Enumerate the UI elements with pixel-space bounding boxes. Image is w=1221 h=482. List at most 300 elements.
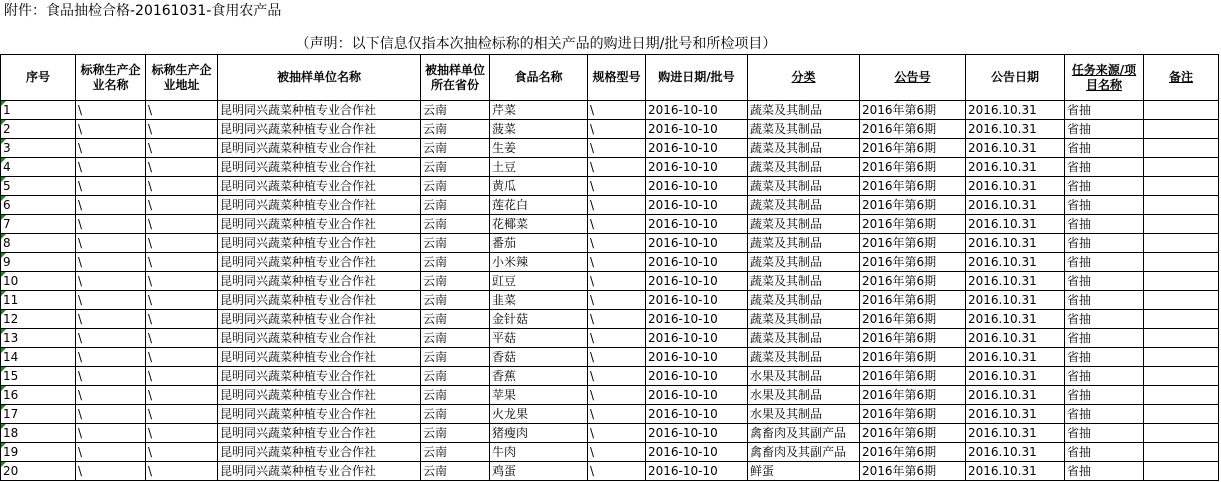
cell-date: 2016-10-10: [646, 253, 748, 272]
cell-sampled-unit: 昆明同兴蔬菜种植专业合作社: [218, 139, 421, 158]
cell-notice: 2016年第6期: [860, 158, 966, 177]
cell-spec: \: [588, 348, 646, 367]
cell-notice-date: 2016.10.31: [966, 367, 1065, 386]
cell-date: 2016-10-10: [646, 405, 748, 424]
cell-food: 香菇: [490, 348, 588, 367]
cell-seq: 11: [1, 291, 76, 310]
cell-sampled-unit: 昆明同兴蔬菜种植专业合作社: [218, 424, 421, 443]
table-row: [1, 196, 1219, 215]
cell-source: 省抽: [1065, 386, 1144, 405]
cell-province: 云南: [421, 158, 490, 177]
col-header-sampled-unit: 被抽样单位名称: [218, 55, 421, 101]
cell-province: 云南: [421, 234, 490, 253]
cell-source: 省抽: [1065, 196, 1144, 215]
cell-notice-date: 2016.10.31: [966, 101, 1065, 120]
cell-date: 2016-10-10: [646, 424, 748, 443]
col-header-date: 购进日期/批号: [646, 55, 748, 101]
cell-seq: 2: [1, 120, 76, 139]
cell-source: 省抽: [1065, 177, 1144, 196]
cell-spec: \: [588, 310, 646, 329]
cell-category: 鲜蛋: [748, 462, 860, 481]
cell-province: 云南: [421, 101, 490, 120]
cell-food: 小米辣: [490, 253, 588, 272]
cell-food: 香蕉: [490, 367, 588, 386]
cell-source: 省抽: [1065, 424, 1144, 443]
table-row: [1, 462, 1219, 481]
cell-spec: \: [588, 158, 646, 177]
cell-date: 2016-10-10: [646, 120, 748, 139]
cell-mfr-name: \: [76, 367, 146, 386]
table-row: [1, 424, 1219, 443]
table-row: [1, 386, 1219, 405]
cell-notice: 2016年第6期: [860, 443, 966, 462]
cell-spec: \: [588, 443, 646, 462]
cell-remark: [1144, 405, 1219, 424]
cell-food: 金针菇: [490, 310, 588, 329]
cell-notice-date: 2016.10.31: [966, 253, 1065, 272]
cell-mfr-addr: \: [146, 443, 218, 462]
cell-seq: 3: [1, 139, 76, 158]
table-row: [1, 215, 1219, 234]
cell-source: 省抽: [1065, 253, 1144, 272]
table-row: [1, 367, 1219, 386]
cell-spec: \: [588, 101, 646, 120]
cell-mfr-addr: \: [146, 253, 218, 272]
cell-mfr-addr: \: [146, 120, 218, 139]
cell-category: 蔬菜及其制品: [748, 348, 860, 367]
cell-seq: 14: [1, 348, 76, 367]
cell-date: 2016-10-10: [646, 329, 748, 348]
cell-remark: [1144, 443, 1219, 462]
cell-category: 蔬菜及其制品: [748, 291, 860, 310]
cell-remark: [1144, 253, 1219, 272]
cell-mfr-addr: \: [146, 158, 218, 177]
cell-category: 蔬菜及其制品: [748, 177, 860, 196]
cell-notice: 2016年第6期: [860, 139, 966, 158]
cell-remark: [1144, 196, 1219, 215]
cell-date: 2016-10-10: [646, 101, 748, 120]
cell-seq: 4: [1, 158, 76, 177]
cell-remark: [1144, 101, 1219, 120]
cell-date: 2016-10-10: [646, 310, 748, 329]
cell-seq: 8: [1, 234, 76, 253]
table-body: [1, 101, 1219, 481]
cell-notice: 2016年第6期: [860, 272, 966, 291]
cell-sampled-unit: 昆明同兴蔬菜种植专业合作社: [218, 329, 421, 348]
cell-notice: 2016年第6期: [860, 215, 966, 234]
cell-sampled-unit: 昆明同兴蔬菜种植专业合作社: [218, 120, 421, 139]
cell-mfr-addr: \: [146, 424, 218, 443]
cell-sampled-unit: 昆明同兴蔬菜种植专业合作社: [218, 158, 421, 177]
cell-notice-date: 2016.10.31: [966, 310, 1065, 329]
cell-spec: \: [588, 386, 646, 405]
cell-notice: 2016年第6期: [860, 120, 966, 139]
cell-category: 蔬菜及其制品: [748, 215, 860, 234]
cell-food: 黄瓜: [490, 177, 588, 196]
cell-food: 牛肉: [490, 443, 588, 462]
cell-seq: 16: [1, 386, 76, 405]
cell-province: 云南: [421, 329, 490, 348]
cell-mfr-addr: \: [146, 462, 218, 481]
cell-spec: \: [588, 120, 646, 139]
cell-remark: [1144, 120, 1219, 139]
cell-mfr-name: \: [76, 196, 146, 215]
cell-mfr-name: \: [76, 158, 146, 177]
cell-notice: 2016年第6期: [860, 405, 966, 424]
cell-mfr-name: \: [76, 120, 146, 139]
col-header-seq: 序号: [1, 55, 76, 101]
cell-mfr-name: \: [76, 424, 146, 443]
table-row: [1, 291, 1219, 310]
cell-province: 云南: [421, 196, 490, 215]
cell-seq: 10: [1, 272, 76, 291]
cell-mfr-name: \: [76, 348, 146, 367]
cell-source: 省抽: [1065, 272, 1144, 291]
col-header-notice: [860, 55, 966, 101]
cell-sampled-unit: 昆明同兴蔬菜种植专业合作社: [218, 386, 421, 405]
col-header-remark-text: 备注: [1168, 70, 1193, 84]
cell-remark: [1144, 215, 1219, 234]
cell-category: 禽畜肉及其副产品: [748, 443, 860, 462]
cell-mfr-name: \: [76, 234, 146, 253]
cell-food: 菠菜: [490, 120, 588, 139]
cell-category: 蔬菜及其制品: [748, 272, 860, 291]
cell-remark: [1144, 272, 1219, 291]
cell-food: 平菇: [490, 329, 588, 348]
cell-mfr-name: \: [76, 291, 146, 310]
cell-notice-date: 2016.10.31: [966, 120, 1065, 139]
col-header-province: 被抽样单位所在省份: [421, 55, 490, 101]
table-row: [1, 139, 1219, 158]
cell-notice-date: 2016.10.31: [966, 177, 1065, 196]
cell-sampled-unit: 昆明同兴蔬菜种植专业合作社: [218, 234, 421, 253]
cell-spec: \: [588, 139, 646, 158]
cell-source: 省抽: [1065, 329, 1144, 348]
cell-category: 蔬菜及其制品: [748, 253, 860, 272]
cell-mfr-name: \: [76, 101, 146, 120]
cell-category: 蔬菜及其制品: [748, 101, 860, 120]
cell-category: 蔬菜及其制品: [748, 139, 860, 158]
cell-mfr-name: \: [76, 405, 146, 424]
cell-category: 水果及其制品: [748, 405, 860, 424]
cell-mfr-name: \: [76, 139, 146, 158]
col-header-notice-text: 公告号: [894, 70, 931, 84]
cell-food: 鸡蛋: [490, 462, 588, 481]
table-row: [1, 253, 1219, 272]
cell-seq: 5: [1, 177, 76, 196]
cell-spec: \: [588, 329, 646, 348]
cell-mfr-name: \: [76, 253, 146, 272]
table-row: [1, 329, 1219, 348]
cell-remark: [1144, 348, 1219, 367]
cell-mfr-name: \: [76, 329, 146, 348]
cell-sampled-unit: 昆明同兴蔬菜种植专业合作社: [218, 215, 421, 234]
cell-province: 云南: [421, 443, 490, 462]
cell-mfr-name: \: [76, 177, 146, 196]
cell-date: 2016-10-10: [646, 234, 748, 253]
cell-sampled-unit: 昆明同兴蔬菜种植专业合作社: [218, 310, 421, 329]
cell-sampled-unit: 昆明同兴蔬菜种植专业合作社: [218, 443, 421, 462]
cell-remark: [1144, 158, 1219, 177]
header-row: [1, 55, 1219, 101]
cell-notice-date: 2016.10.31: [966, 139, 1065, 158]
col-header-notice-date: 公告日期: [966, 55, 1065, 101]
cell-mfr-addr: \: [146, 272, 218, 291]
cell-notice: 2016年第6期: [860, 253, 966, 272]
cell-category: 蔬菜及其制品: [748, 234, 860, 253]
table-row: [1, 101, 1219, 120]
cell-remark: [1144, 329, 1219, 348]
cell-notice-date: 2016.10.31: [966, 196, 1065, 215]
cell-notice: 2016年第6期: [860, 310, 966, 329]
cell-sampled-unit: 昆明同兴蔬菜种植专业合作社: [218, 177, 421, 196]
cell-notice: 2016年第6期: [860, 348, 966, 367]
col-header-spec: 规格型号: [588, 55, 646, 101]
cell-date: 2016-10-10: [646, 158, 748, 177]
document-title: 附件：食品抽检合格-20161031-食用农产品: [4, 3, 282, 19]
cell-province: 云南: [421, 310, 490, 329]
cell-remark: [1144, 424, 1219, 443]
cell-sampled-unit: 昆明同兴蔬菜种植专业合作社: [218, 348, 421, 367]
cell-food: 火龙果: [490, 405, 588, 424]
table-row: [1, 234, 1219, 253]
cell-spec: \: [588, 291, 646, 310]
cell-mfr-addr: \: [146, 196, 218, 215]
cell-source: 省抽: [1065, 139, 1144, 158]
cell-food: 豇豆: [490, 272, 588, 291]
cell-mfr-name: \: [76, 310, 146, 329]
cell-sampled-unit: 昆明同兴蔬菜种植专业合作社: [218, 291, 421, 310]
cell-province: 云南: [421, 291, 490, 310]
cell-date: 2016-10-10: [646, 196, 748, 215]
cell-sampled-unit: 昆明同兴蔬菜种植专业合作社: [218, 253, 421, 272]
cell-seq: 7: [1, 215, 76, 234]
cell-mfr-addr: \: [146, 329, 218, 348]
cell-food: 土豆: [490, 158, 588, 177]
cell-mfr-addr: \: [146, 139, 218, 158]
cell-sampled-unit: 昆明同兴蔬菜种植专业合作社: [218, 272, 421, 291]
cell-notice: 2016年第6期: [860, 196, 966, 215]
cell-seq: 9: [1, 253, 76, 272]
cell-mfr-addr: \: [146, 101, 218, 120]
cell-spec: \: [588, 215, 646, 234]
table-row: [1, 405, 1219, 424]
table-row: [1, 177, 1219, 196]
cell-seq: 15: [1, 367, 76, 386]
col-header-food: 食品名称: [490, 55, 588, 101]
cell-source: 省抽: [1065, 310, 1144, 329]
cell-sampled-unit: 昆明同兴蔬菜种植专业合作社: [218, 405, 421, 424]
cell-province: 云南: [421, 139, 490, 158]
cell-notice: 2016年第6期: [860, 367, 966, 386]
cell-sampled-unit: 昆明同兴蔬菜种植专业合作社: [218, 101, 421, 120]
cell-province: 云南: [421, 253, 490, 272]
cell-category: 水果及其制品: [748, 367, 860, 386]
col-header-remark: [1144, 55, 1219, 101]
cell-notice: 2016年第6期: [860, 101, 966, 120]
cell-seq: 18: [1, 424, 76, 443]
cell-notice-date: 2016.10.31: [966, 291, 1065, 310]
cell-mfr-addr: \: [146, 291, 218, 310]
cell-notice-date: 2016.10.31: [966, 348, 1065, 367]
cell-remark: [1144, 386, 1219, 405]
cell-food: 苹果: [490, 386, 588, 405]
cell-notice-date: 2016.10.31: [966, 462, 1065, 481]
cell-mfr-name: \: [76, 462, 146, 481]
cell-notice: 2016年第6期: [860, 424, 966, 443]
cell-spec: \: [588, 234, 646, 253]
cell-food: 莲花白: [490, 196, 588, 215]
cell-mfr-addr: \: [146, 234, 218, 253]
cell-source: 省抽: [1065, 405, 1144, 424]
cell-remark: [1144, 177, 1219, 196]
cell-notice-date: 2016.10.31: [966, 329, 1065, 348]
cell-province: 云南: [421, 120, 490, 139]
cell-food: 花椰菜: [490, 215, 588, 234]
cell-mfr-addr: \: [146, 310, 218, 329]
cell-notice-date: 2016.10.31: [966, 424, 1065, 443]
cell-province: 云南: [421, 424, 490, 443]
table-row: [1, 443, 1219, 462]
cell-mfr-name: \: [76, 272, 146, 291]
cell-category: 蔬菜及其制品: [748, 120, 860, 139]
cell-notice-date: 2016.10.31: [966, 234, 1065, 253]
cell-sampled-unit: 昆明同兴蔬菜种植专业合作社: [218, 367, 421, 386]
cell-province: 云南: [421, 215, 490, 234]
cell-date: 2016-10-10: [646, 272, 748, 291]
table-row: [1, 310, 1219, 329]
cell-notice-date: 2016.10.31: [966, 215, 1065, 234]
cell-date: 2016-10-10: [646, 367, 748, 386]
cell-notice-date: 2016.10.31: [966, 272, 1065, 291]
cell-mfr-name: \: [76, 386, 146, 405]
cell-notice-date: 2016.10.31: [966, 158, 1065, 177]
cell-source: 省抽: [1065, 101, 1144, 120]
cell-source: 省抽: [1065, 443, 1144, 462]
col-header-category: [748, 55, 860, 101]
cell-remark: [1144, 367, 1219, 386]
cell-seq: 12: [1, 310, 76, 329]
cell-category: 蔬菜及其制品: [748, 310, 860, 329]
cell-notice-date: 2016.10.31: [966, 386, 1065, 405]
table-row: [1, 158, 1219, 177]
cell-spec: \: [588, 367, 646, 386]
col-header-source-text: 任务来源/项目名称: [1071, 62, 1137, 92]
cell-spec: \: [588, 196, 646, 215]
cell-source: 省抽: [1065, 215, 1144, 234]
cell-seq: 1: [1, 101, 76, 120]
cell-notice: 2016年第6期: [860, 462, 966, 481]
table-row: [1, 120, 1219, 139]
col-header-mfr-addr: 标称生产企业地址: [146, 55, 218, 101]
cell-source: 省抽: [1065, 367, 1144, 386]
cell-date: 2016-10-10: [646, 348, 748, 367]
cell-seq: 6: [1, 196, 76, 215]
cell-category: 禽畜肉及其副产品: [748, 424, 860, 443]
cell-category: 蔬菜及其制品: [748, 196, 860, 215]
statement-note: （声明：以下信息仅指本次抽检标称的相关产品的购进日期/批号和所检项目）: [295, 36, 777, 52]
cell-mfr-addr: \: [146, 367, 218, 386]
cell-source: 省抽: [1065, 348, 1144, 367]
cell-remark: [1144, 139, 1219, 158]
cell-source: 省抽: [1065, 462, 1144, 481]
cell-spec: \: [588, 253, 646, 272]
table-row: [1, 272, 1219, 291]
cell-date: 2016-10-10: [646, 291, 748, 310]
cell-source: 省抽: [1065, 158, 1144, 177]
table-row: [1, 348, 1219, 367]
cell-province: 云南: [421, 462, 490, 481]
results-table: [0, 54, 1219, 481]
cell-mfr-addr: \: [146, 215, 218, 234]
cell-spec: \: [588, 177, 646, 196]
cell-seq: 13: [1, 329, 76, 348]
cell-province: 云南: [421, 272, 490, 291]
cell-category: 蔬菜及其制品: [748, 158, 860, 177]
cell-sampled-unit: 昆明同兴蔬菜种植专业合作社: [218, 462, 421, 481]
cell-mfr-name: \: [76, 443, 146, 462]
cell-notice: 2016年第6期: [860, 329, 966, 348]
cell-seq: 17: [1, 405, 76, 424]
cell-date: 2016-10-10: [646, 215, 748, 234]
cell-remark: [1144, 462, 1219, 481]
cell-province: 云南: [421, 177, 490, 196]
cell-spec: \: [588, 424, 646, 443]
cell-mfr-name: \: [76, 215, 146, 234]
cell-source: 省抽: [1065, 291, 1144, 310]
cell-spec: \: [588, 272, 646, 291]
cell-notice: 2016年第6期: [860, 291, 966, 310]
cell-date: 2016-10-10: [646, 443, 748, 462]
cell-spec: \: [588, 462, 646, 481]
cell-province: 云南: [421, 405, 490, 424]
cell-category: 蔬菜及其制品: [748, 329, 860, 348]
cell-source: 省抽: [1065, 120, 1144, 139]
cell-notice: 2016年第6期: [860, 386, 966, 405]
cell-province: 云南: [421, 386, 490, 405]
cell-notice-date: 2016.10.31: [966, 443, 1065, 462]
cell-food: 韭菜: [490, 291, 588, 310]
cell-province: 云南: [421, 348, 490, 367]
cell-date: 2016-10-10: [646, 139, 748, 158]
cell-mfr-addr: \: [146, 177, 218, 196]
cell-food: 生姜: [490, 139, 588, 158]
cell-food: 猪瘦肉: [490, 424, 588, 443]
cell-remark: [1144, 234, 1219, 253]
cell-mfr-addr: \: [146, 348, 218, 367]
cell-date: 2016-10-10: [646, 177, 748, 196]
cell-date: 2016-10-10: [646, 462, 748, 481]
col-header-category-text: 分类: [791, 70, 816, 84]
cell-source: 省抽: [1065, 234, 1144, 253]
cell-remark: [1144, 291, 1219, 310]
cell-province: 云南: [421, 367, 490, 386]
cell-spec: \: [588, 405, 646, 424]
cell-date: 2016-10-10: [646, 386, 748, 405]
col-header-source: [1065, 55, 1144, 101]
cell-seq: 20: [1, 462, 76, 481]
cell-notice: 2016年第6期: [860, 234, 966, 253]
cell-remark: [1144, 310, 1219, 329]
cell-food: 番茄: [490, 234, 588, 253]
cell-notice-date: 2016.10.31: [966, 405, 1065, 424]
col-header-mfr-name: 标称生产企业名称: [76, 55, 146, 101]
cell-sampled-unit: 昆明同兴蔬菜种植专业合作社: [218, 196, 421, 215]
cell-mfr-addr: \: [146, 386, 218, 405]
cell-category: 水果及其制品: [748, 386, 860, 405]
cell-notice: 2016年第6期: [860, 177, 966, 196]
cell-seq: 19: [1, 443, 76, 462]
